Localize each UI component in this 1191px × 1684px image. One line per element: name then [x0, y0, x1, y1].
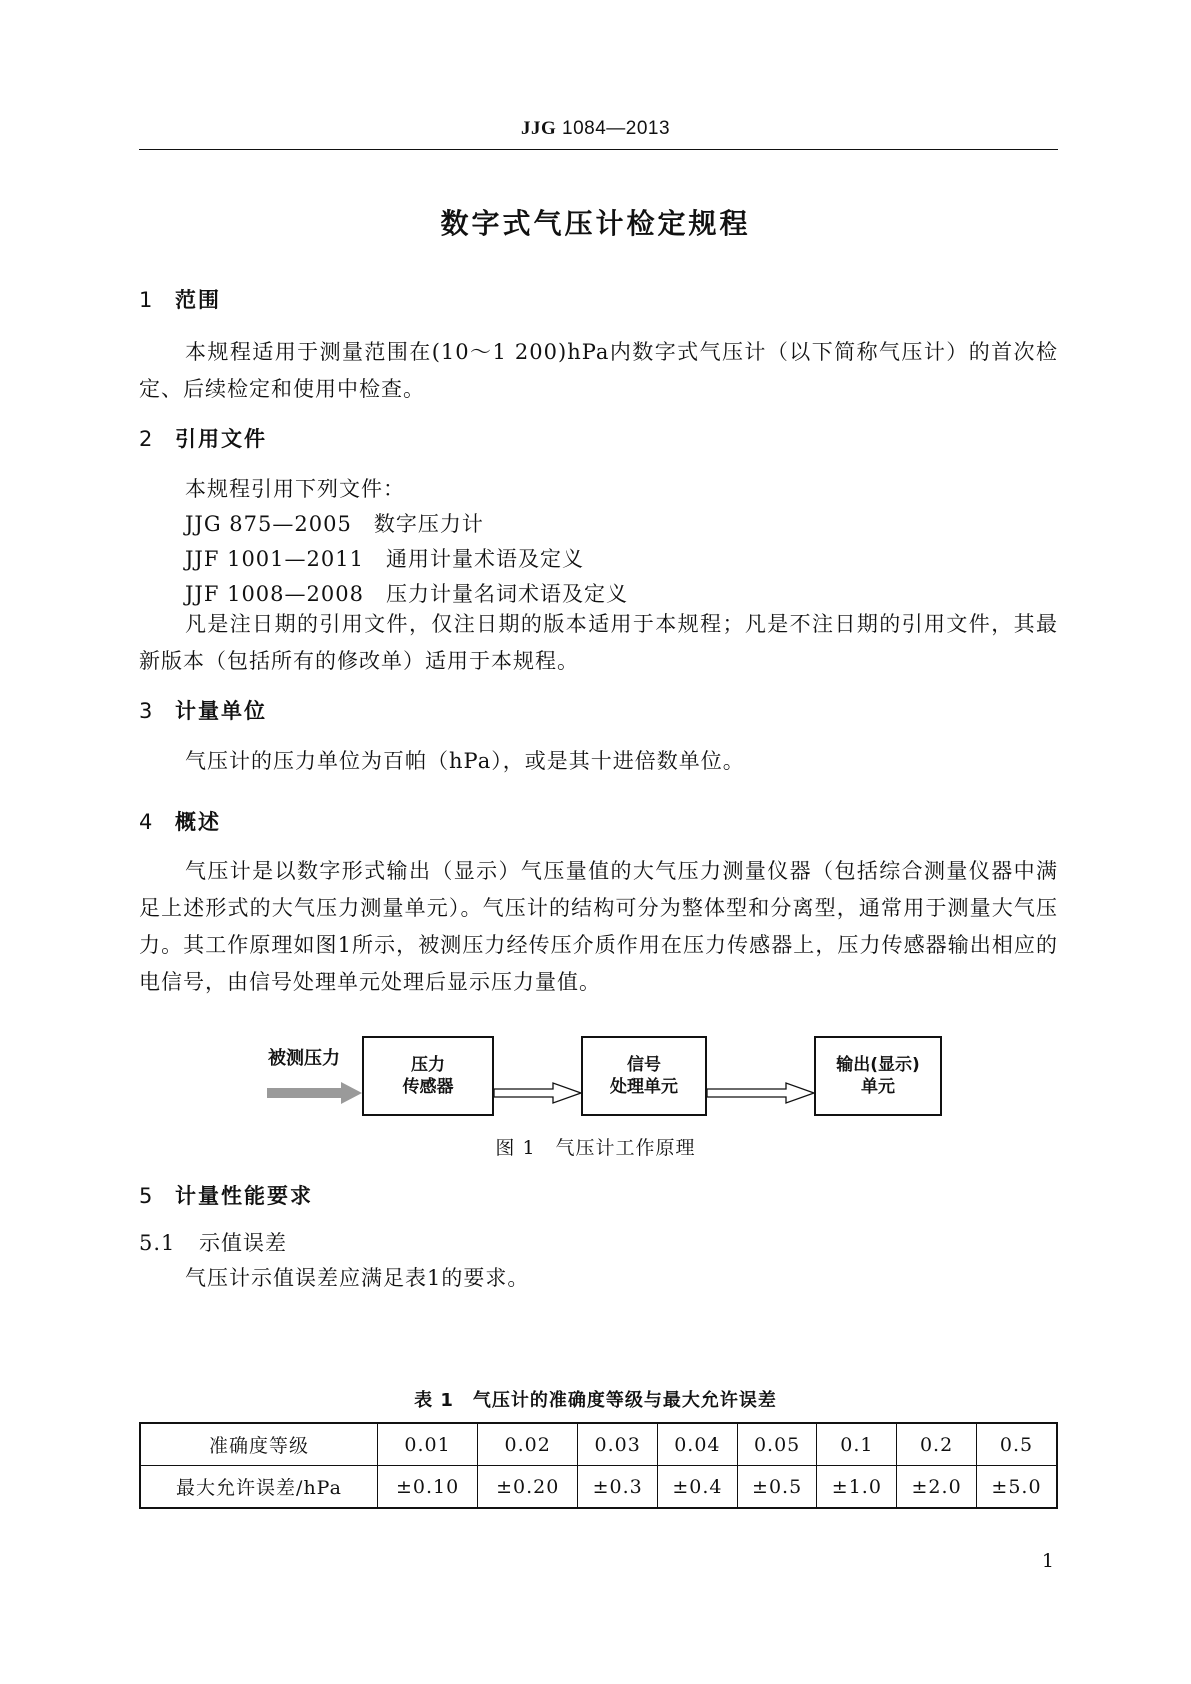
- table-caption: 表 1 气压计的准确度等级与最大允许误差: [414, 1390, 777, 1411]
- flow-arrow: [707, 1083, 814, 1103]
- overview-paragraph: 气压计是以数字形式输出（显示）气压量值的大气压力测量仪器（包括综合测量仪器中满足上述形式的大气压力测量单元）。气压计的结构可分为整体型和分离型，通常用于测量大气压力。其工作原理如图1所示，被测压力经传压介质作用在压力传感器上，压力传感器输出相应的电信号，由信号处理单元处理后显示压力量值。: [139, 859, 1058, 994]
- table-cell: 0.04: [658, 1423, 738, 1466]
- pressure-sensor-box: 压力 传感器: [362, 1036, 494, 1116]
- table-cell: 0.5: [976, 1423, 1057, 1466]
- refs-note-paragraph: 凡是注日期的引用文件，仅注日期的版本适用于本规程；凡是不注日期的引用文件，其最新版本（包括所有的修改单）适用于本规程。: [139, 612, 1058, 673]
- table-cell: 0.02: [478, 1423, 578, 1466]
- table-cell: 0.01: [378, 1423, 478, 1466]
- working-principle-diagram: [265, 1036, 945, 1116]
- table-cell: 0.05: [737, 1423, 817, 1466]
- table-cell: ±0.20: [478, 1466, 578, 1509]
- signal-processing-box: 信号 处理单元: [581, 1036, 707, 1116]
- table-row-label: 准确度等级: [140, 1423, 378, 1466]
- input-label: 被测压力: [268, 1048, 340, 1069]
- table-cell: ±0.4: [658, 1466, 738, 1509]
- ref-item: JJF 1008—2008 压力计量名词术语及定义: [185, 582, 628, 606]
- input-arrow: [267, 1082, 362, 1104]
- table-cell: 0.2: [897, 1423, 977, 1466]
- table-cell: 0.1: [817, 1423, 897, 1466]
- output-display-box: 输出(显示) 单元: [814, 1036, 942, 1116]
- figure-caption: 图 1 气压计工作原理: [495, 1137, 696, 1159]
- section-4-heading: 4 概述: [139, 810, 221, 834]
- ref-item: JJG 875—2005 数字压力计: [185, 512, 484, 536]
- document-title: 数字式气压计检定规程: [440, 207, 751, 240]
- table-row: [140, 1423, 1057, 1466]
- section-2-heading: 2 引用文件: [139, 427, 267, 451]
- table-cell: ±1.0: [817, 1466, 897, 1509]
- table-cell: ±0.3: [578, 1466, 658, 1509]
- table-row-label: 最大允许误差/hPa: [140, 1466, 378, 1509]
- table-cell: ±0.5: [737, 1466, 817, 1509]
- flow-arrow: [494, 1083, 581, 1103]
- section-1-heading: 1 范围: [139, 288, 221, 312]
- page-number: 1: [1041, 1550, 1054, 1572]
- scope-paragraph: 本规程适用于测量范围在(10～1 200)hPa内数字式气压计（以下简称气压计）的首次检定、后续检定和使用中检查。: [139, 340, 1058, 401]
- section-5-heading: 5 计量性能要求: [139, 1184, 313, 1208]
- unit-paragraph: 气压计的压力单位为百帕（hPa），或是其十进倍数单位。: [185, 749, 745, 773]
- refs-intro: 本规程引用下列文件：: [185, 477, 405, 501]
- ref-item: JJF 1001—2011 通用计量术语及定义: [185, 547, 584, 571]
- table-cell: ±2.0: [897, 1466, 977, 1509]
- table-cell: ±5.0: [976, 1466, 1057, 1509]
- subsection-5-1-text: 气压计示值误差应满足表1的要求。: [185, 1266, 530, 1290]
- header-rule: [139, 149, 1058, 150]
- table-cell: ±0.10: [378, 1466, 478, 1509]
- table-row: [140, 1466, 1057, 1509]
- table-cell: 0.03: [578, 1423, 658, 1466]
- section-3-heading: 3 计量单位: [139, 699, 267, 723]
- accuracy-table: [139, 1422, 1058, 1509]
- subsection-5-1-heading: 5.1 示值误差: [139, 1231, 287, 1255]
- running-header: JJG 1084—2013: [520, 118, 671, 139]
